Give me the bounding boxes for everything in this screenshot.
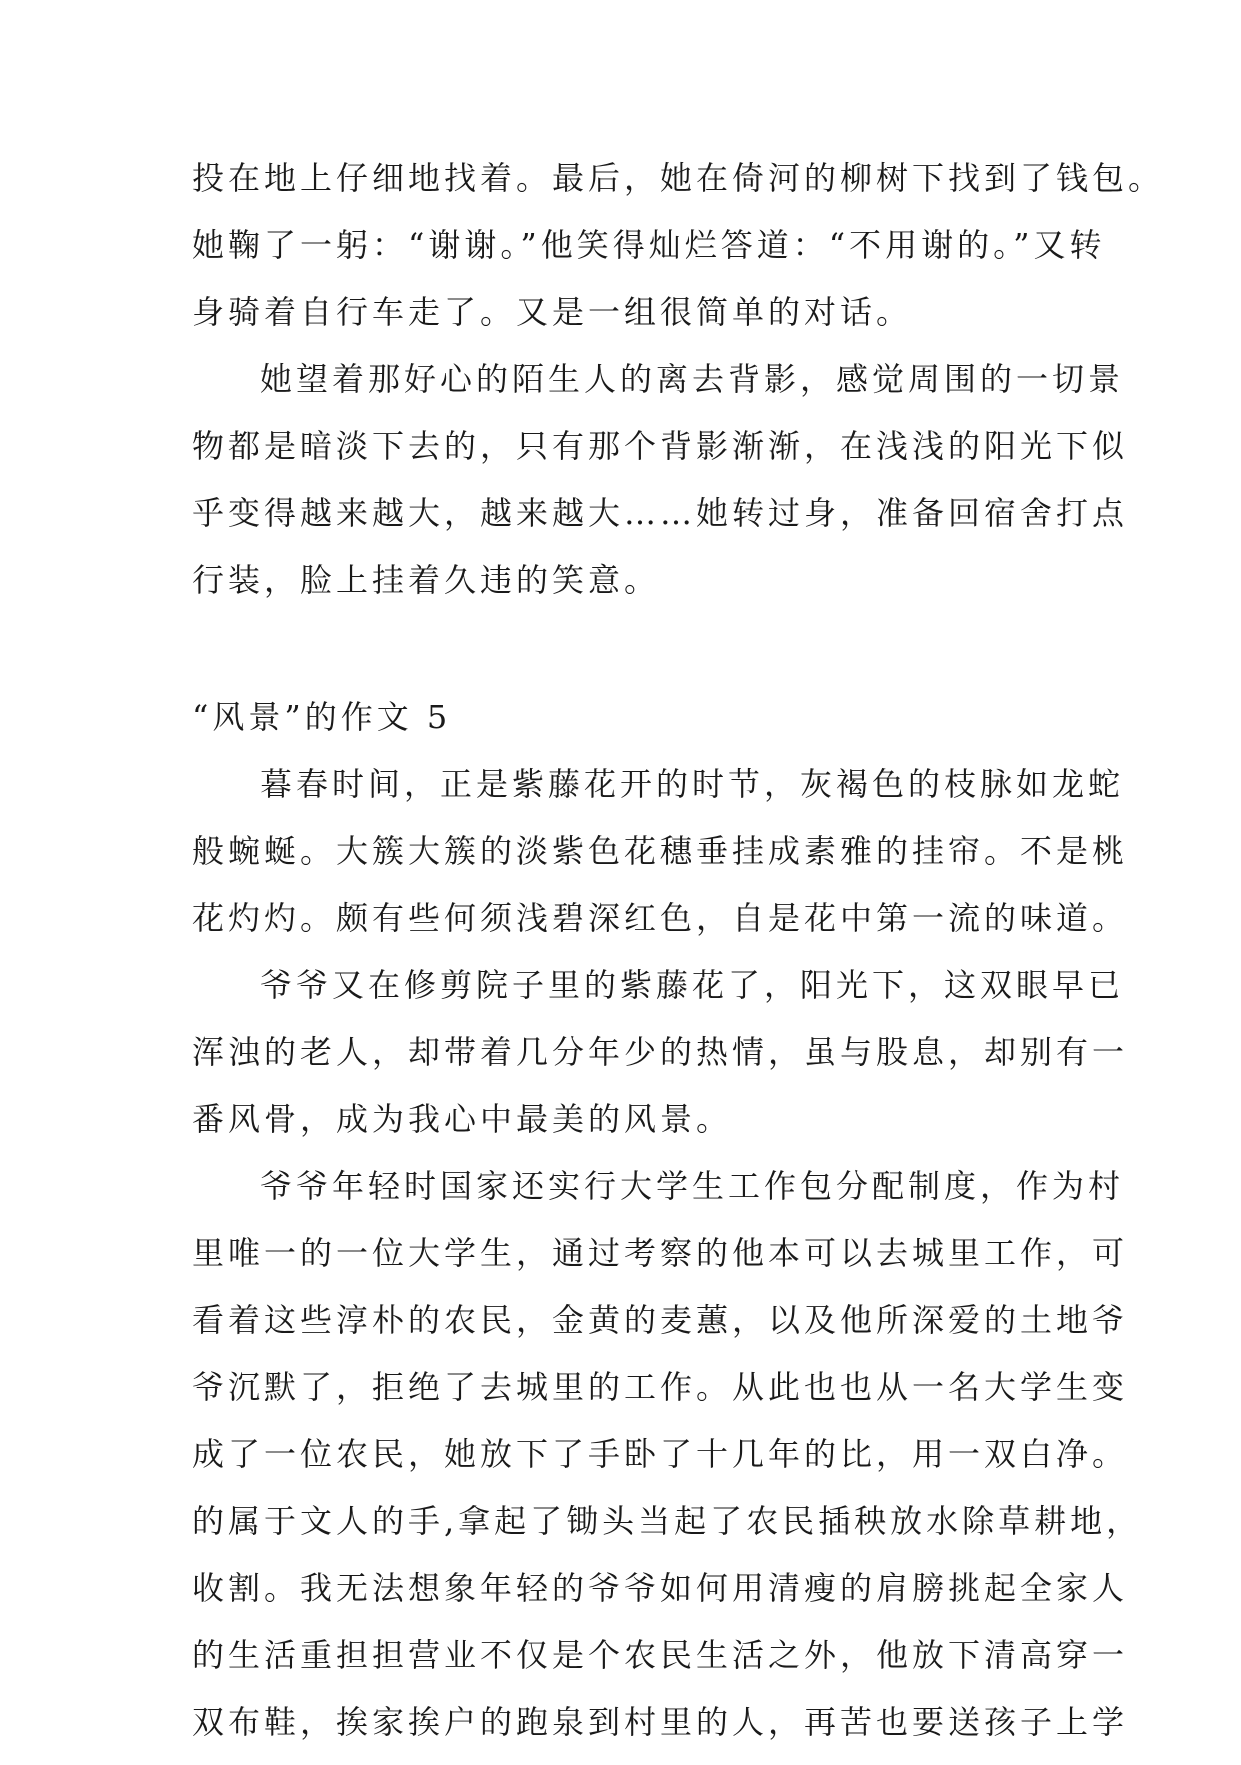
document-page xyxy=(192,154,1165,1765)
text-line: 成了一位农民，她放下了手卧了十几年的比，用一双白净。 xyxy=(192,1435,1129,1473)
text-line: 乎变得越来越大，越来越大……她转过身，准备回宿舍打点 xyxy=(192,494,1129,532)
paragraph-5 xyxy=(192,1162,1143,1765)
paragraph-3 xyxy=(192,760,1129,961)
text-line: 花灼灼。颇有些何须浅碧深红色，自是花中第一流的味道。 xyxy=(192,899,1129,937)
text-line: 爷爷又在修剪院子里的紫藤花了，阳光下，这双眼早已 xyxy=(260,966,1125,1004)
section-spacer xyxy=(192,623,1062,693)
text-line: 她望着那好心的陌生人的离去背影，感觉周围的一切景 xyxy=(260,360,1125,398)
text-line: 的生活重担担营业不仅是个农民生活之外，他放下清高穿一 xyxy=(192,1636,1129,1674)
text-line: 暮春时间，正是紫藤花开的时节，灰褐色的枝脉如龙蛇 xyxy=(260,765,1125,803)
text-line: 收割。我无法想象年轻的爷爷如何用清瘦的肩膀挑起全家人 xyxy=(192,1569,1129,1607)
text-line: 爷爷年轻时国家还实行大学生工作包分配制度，作为村 xyxy=(260,1167,1125,1205)
text-line: 番风骨，成为我心中最美的风景。 xyxy=(192,1100,733,1138)
section-title: “风景”的作文 5 xyxy=(192,698,452,736)
paragraph-2 xyxy=(192,355,1129,623)
text-line: 爷沉默了，拒绝了去城里的工作。从此也也从一名大学生变 xyxy=(192,1368,1129,1406)
text-line: 行装，脸上挂着久违的笑意。 xyxy=(192,561,661,599)
text-line: 身骑着自行车走了。又是一组很简单的对话。 xyxy=(192,293,913,331)
text-line: 物都是暗淡下去的，只有那个背影渐渐，在浅浅的阳光下似 xyxy=(192,427,1129,465)
paragraph-1 xyxy=(192,154,1165,355)
text-line: 投在地上仔细地找着。最后，她在倚河的柳树下找到了钱包。 xyxy=(192,159,1165,197)
text-line: 双布鞋，挨家挨户的跑泉到村里的人，再苦也要送孩子上学 xyxy=(192,1703,1129,1741)
text-line: 她鞠了一躬：“谢谢。”他笑得灿烂答道：“不用谢的。”又转 xyxy=(192,226,1106,264)
text-line: 浑浊的老人，却带着几分年少的热情，虽与股息，却别有一 xyxy=(192,1033,1129,1071)
text-line: 看着这些淳朴的农民，金黄的麦蕙，以及他所深爱的土地爷 xyxy=(192,1301,1129,1339)
text-line: 里唯一的一位大学生，通过考察的他本可以去城里工作，可 xyxy=(192,1234,1129,1272)
paragraph-4 xyxy=(192,961,1129,1162)
text-line: 般蜿蜒。大簇大簇的淡紫色花穗垂挂成素雅的挂帘。不是桃 xyxy=(192,832,1129,870)
text-line: 的属于文人的手,拿起了锄头当起了农民插秧放水除草耕地， xyxy=(192,1502,1143,1540)
